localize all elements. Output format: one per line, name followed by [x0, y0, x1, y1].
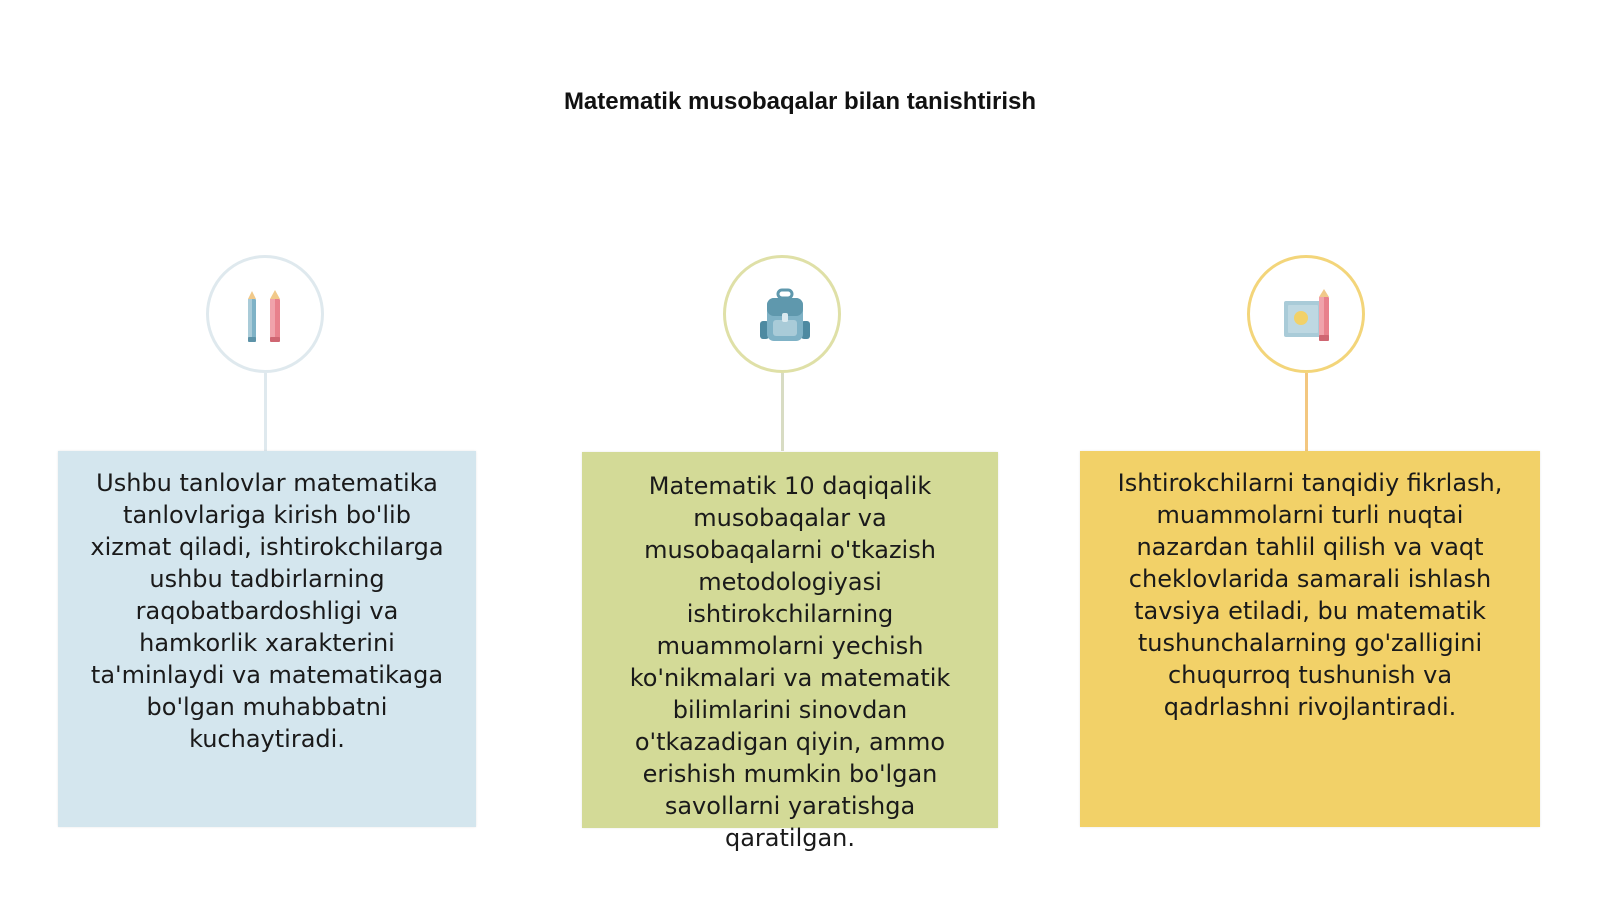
backpack-icon: [755, 287, 815, 347]
card-text-3: Ishtirokchilarni tanqidiy fikrlash, muammolarni turli nuqtai nazardan tahlil qilish va vaqt cheklovlarida samarali ishlash tavsiya etiladi, bu matematik tushunchalarning go'zalligini chuqurroq tushunish va qadrlashni rivojlantiradi.: [1117, 469, 1503, 721]
pencils-icon: [238, 287, 298, 347]
connector-3: [1305, 373, 1308, 451]
drawing-pencil-icon: [1279, 287, 1339, 347]
card-box-2: [582, 452, 998, 852]
card-box-1: [58, 451, 476, 827]
card-text-2: Matematik 10 daqiqalik musobaqalar va musobaqalarni o'tkazish metodologiyasi ishtirokchilarning muammolarni yechish ko'nikmalari va matematik bilimlarini sinovdan o'tkazadigan qiyin, ammo erishish mumkin bo'lgan savollarni yaratishga qaratilgan.: [629, 472, 951, 852]
icon-circle-2: [723, 255, 841, 373]
card-text-1: Ushbu tanlovlar matematika tanlovlariga kirish bo'lib xizmat qiladi, ishtirokchilarga ushbu tadbirlarning raqobatbardoshligi va hamkorlik xarakterini ta'minlaydi va matematikaga bo'lgan muhabbatni kuchaytiradi.: [90, 469, 444, 753]
page-title: Matematik musobaqalar bilan tanishtirish: [563, 88, 1037, 115]
connector-1: [264, 373, 267, 451]
icon-circle-3: [1247, 255, 1365, 373]
icon-circle-1: [206, 255, 324, 373]
connector-2: [781, 373, 784, 451]
card-box-3: [1080, 451, 1540, 827]
